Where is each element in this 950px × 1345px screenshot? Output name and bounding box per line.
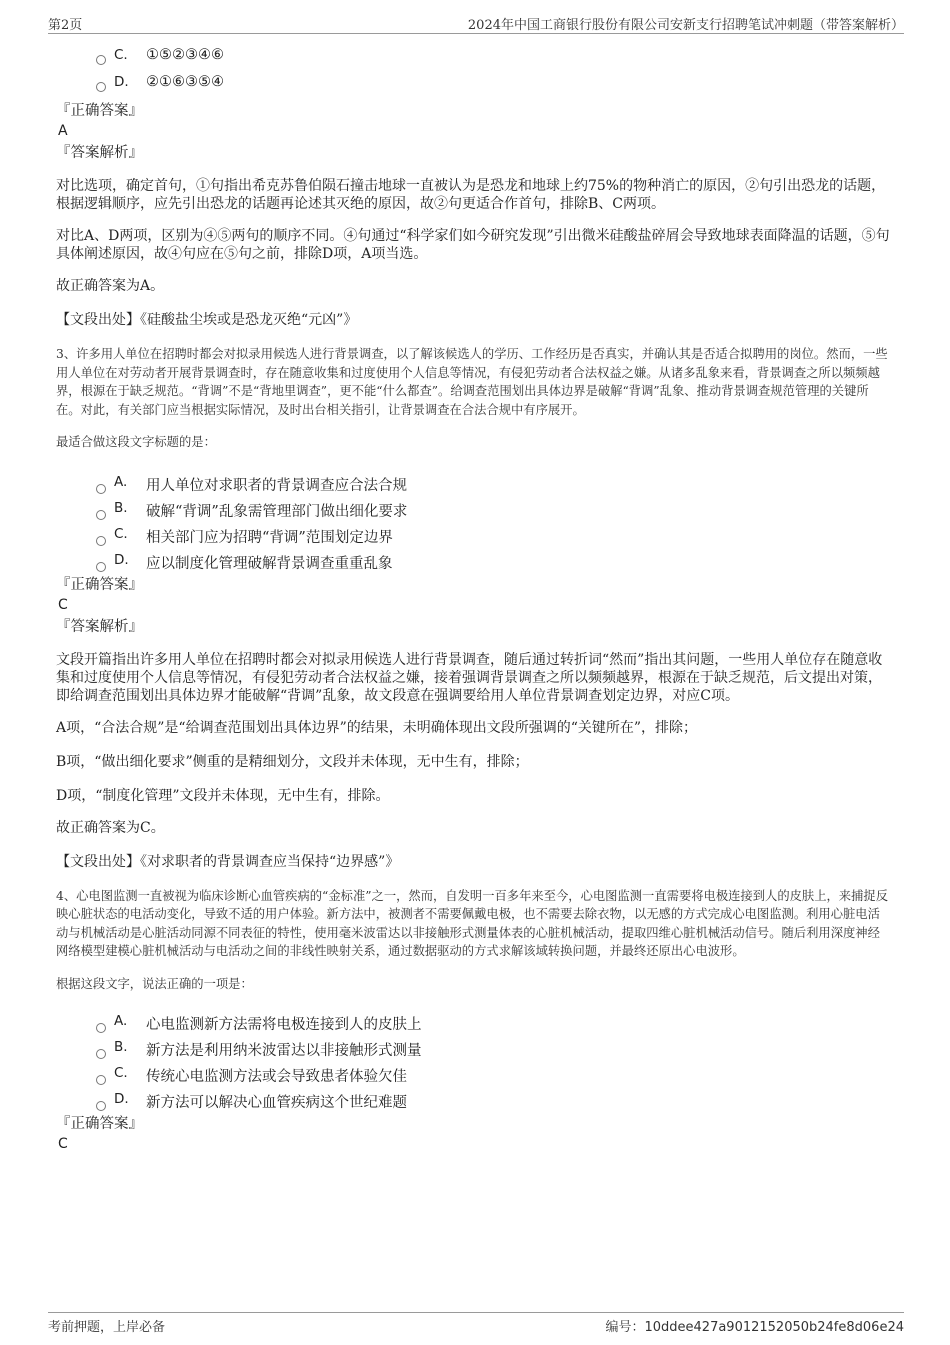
answer-value: C [58, 596, 68, 613]
analysis-paragraph: D项，“制度化管理”文段并未体现，无中生有，排除。 [56, 787, 390, 804]
document-title: 2024年中国工商银行股份有限公司安新支行招聘笔试冲刺题（带答案解析） [467, 18, 904, 33]
analysis-paragraph: 对比A、D两项，区别为④⑤两句的顺序不同。④句通过“科学家们如今研究发现”引出微米硅酸盐碎屑会导致地球表面降温的话题，⑤句具体阐述原因，故④句应在⑤句之前，排除D项，A项当选。 [56, 228, 890, 262]
code-value: 10ddee427a9012152050b24fe8d06e24 [644, 1320, 904, 1335]
option-b[interactable]: B. 破解“背调”乱象需管理部门做出细化要求 [96, 496, 891, 522]
footer-slogan: 考前押题，上岸必备 [48, 1320, 166, 1335]
option-a[interactable]: A. 心电监测新方法需将电极连接到人的皮肤上 [96, 1009, 891, 1035]
radio-icon[interactable] [96, 82, 106, 92]
radio-icon[interactable] [96, 1101, 106, 1111]
analysis-label: 『答案解析』 [56, 145, 143, 161]
radio-icon[interactable] [96, 1049, 106, 1059]
radio-icon[interactable] [96, 562, 106, 572]
analysis-paragraph: 故正确答案为C。 [56, 819, 165, 836]
radio-icon[interactable] [96, 55, 106, 65]
question-text: 4、心电图监测一直被视为临床诊断心血管疾病的“金标准”之一，然而，自发明一百多年来至今，心电图监测一直需要将电极连接到人的皮肤上，来捕捉反映心脏状态的电活动变化，导致不适的用户体验。新方法中，被测者不需要佩戴电极，也不需要去除衣物，以无感的方式完成心电图监测。利用心脏电活动与机械活动是心脏活动同源不同表征的特性，使用毫米波雷达以非接触形式测量体表的心脏机械活动，提取四维心脏机械活动信号。随后利用深度神经网络模型建模心脏机械活动与电活动之间的非线性映射关系，通过数据驱动的方式求解该域转换问题，并最终还原出心电波形。 [56, 888, 888, 958]
answer-label: 『正确答案』 [56, 103, 143, 119]
answer-value: C [58, 1136, 68, 1152]
option-d[interactable]: D. 应以制度化管理破解背景调查重重乱象 [96, 548, 891, 574]
q3-options [56, 470, 891, 574]
q2-options [56, 44, 891, 94]
option-d[interactable]: D. ②①⑥③⑤④ [96, 71, 891, 94]
option-b[interactable]: B. 新方法是利用纳米波雷达以非接触形式测量 [96, 1035, 891, 1061]
question-prompt: 最适合做这段文字标题的是： [56, 435, 216, 449]
q4-options [56, 1009, 891, 1113]
option-d[interactable]: D. 新方法可以解决心血管疾病这个世纪难题 [96, 1087, 891, 1113]
source-citation: 【文段出处】《对求职者的背景调查应当保持“边界感”》 [56, 853, 400, 870]
analysis-paragraph: B项，“做出细化要求”侧重的是精细划分，文段并未体现，无中生有，排除； [56, 753, 529, 770]
radio-icon[interactable] [96, 536, 106, 546]
analysis-paragraph: A项，“合法合规”是“给调查范围划出具体边界”的结果，未明确体现出文段所强调的“关键所在”，排除； [56, 719, 698, 736]
page-header [48, 12, 904, 34]
answer-label: 『正确答案』 [56, 576, 143, 593]
question-prompt: 根据这段文字，说法正确的一项是： [56, 976, 253, 991]
option-a[interactable]: A. 用人单位对求职者的背景调查应合法合规 [96, 470, 891, 496]
question-text: 3、许多用人单位在招聘时都会对拟录用候选人进行背景调查，以了解该候选人的学历、工作经历是否真实，并确认其是否适合拟聘用的岗位。然而，一些用人单位在对劳动者开展背景调查时，存在随意收集和过度使用个人信息等情况，有侵犯劳动者合法权益之嫌。从诸多乱象来看，背景调查之所以频频越界，根源在于缺乏规范。“背调”不是“背地里调查”，更不能“什么都查”。给调查范围划出具体边界是破解“背调”乱象、推动背景调查规范管理的关键所在。对此，有关部门应当根据实际情况，及时出台相关指引，让背景调查在合法合规中有序展开。 [56, 347, 888, 417]
answer-label: 『正确答案』 [56, 1116, 143, 1132]
page-number: 第2页 [48, 18, 83, 33]
radio-icon[interactable] [96, 1023, 106, 1033]
document-code [605, 1316, 904, 1335]
analysis-paragraph: 故正确答案为A。 [56, 278, 165, 294]
radio-icon[interactable] [96, 484, 106, 494]
main-content [56, 42, 891, 1154]
analysis-label: 『答案解析』 [56, 618, 143, 635]
source-citation: 【文段出处】《硅酸盐尘埃或是恐龙灭绝“元凶”》 [56, 312, 358, 328]
analysis-paragraph: 对比选项，确定首句，①句指出希克苏鲁伯陨石撞击地球一直被认为是恐龙和地球上约75%的物种消亡的原因，②句引出恐龙的话题，根据逻辑顺序，应先引出恐龙的话题再论述其灭绝的原因，故②句更适合作首句，排除B、C两项。 [56, 178, 886, 212]
option-c[interactable]: C. ①⑤②③④⑥ [96, 44, 891, 67]
answer-value: A [58, 123, 68, 139]
analysis-paragraph: 文段开篇指出许多用人单位在招聘时都会对拟录用候选人进行背景调查，随后通过转折词“然而”指出其问题，一些用人单位存在随意收集和过度使用个人信息等情况，有侵犯劳动者合法权益之嫌，接着强调背景调查之所以频频越界，根源在于缺乏规范，后文提出对策，即给调查范围划出具体边界才能破解“背调”乱象，故文段意在强调要给用人单位背景调查划定边界，对应C项。 [56, 651, 883, 704]
option-c[interactable]: C. 传统心电监测方法或会导致患者体验欠佳 [96, 1061, 891, 1087]
option-c[interactable]: C. 相关部门应为招聘“背调”范围划定边界 [96, 522, 891, 548]
radio-icon[interactable] [96, 1075, 106, 1085]
code-label: 编号： [605, 1320, 645, 1335]
radio-icon[interactable] [96, 510, 106, 520]
page-footer [48, 1312, 904, 1335]
